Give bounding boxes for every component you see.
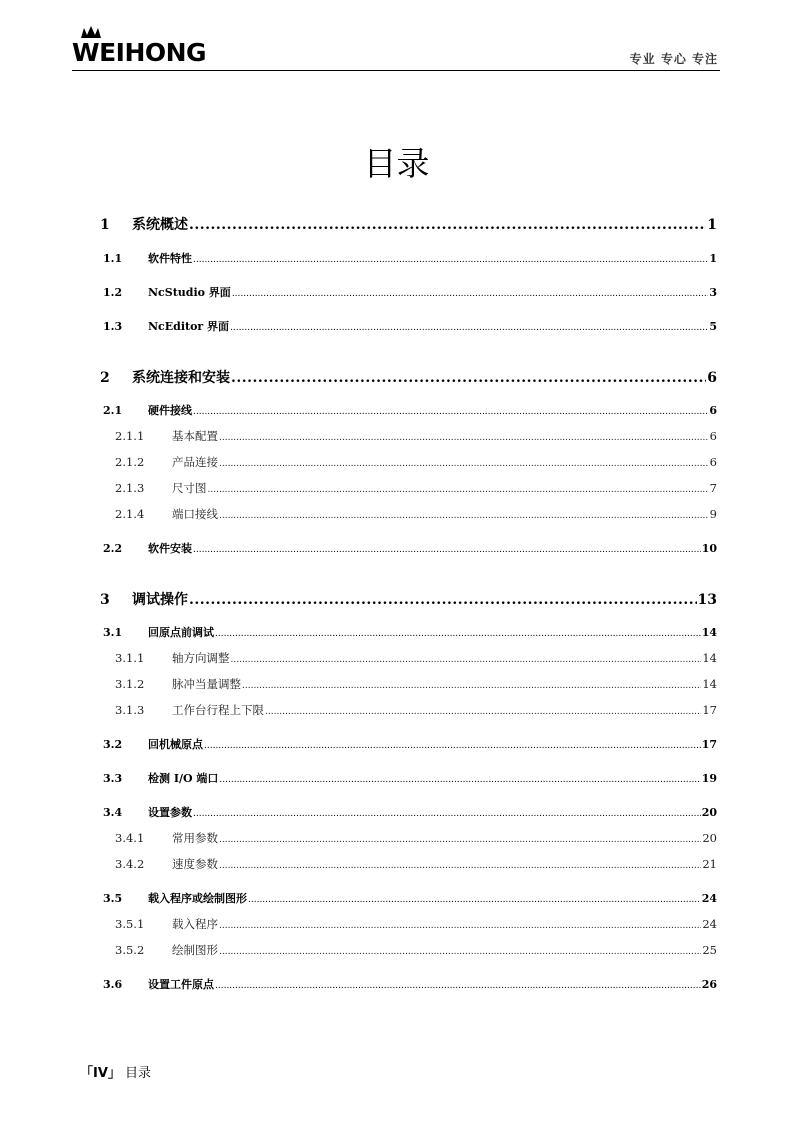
toc-entry-leader [231, 370, 706, 386]
toc-entry-page: 19 [701, 772, 717, 785]
toc-entry-leader [219, 459, 709, 469]
toc-entry-page: 17 [701, 738, 717, 751]
toc-entry-leader [248, 895, 701, 905]
toc-entry-number: 2.2 [103, 542, 123, 555]
toc-entry-title: 软件安装 [148, 542, 192, 555]
toc-entry-leader [219, 921, 701, 931]
toc-entry-page: 6 [709, 429, 717, 443]
toc-entry-title: 设置参数 [148, 806, 192, 819]
toc-entry-leader [193, 407, 708, 417]
toc-entry[interactable] [100, 428, 717, 444]
toc-entry[interactable] [100, 942, 717, 958]
page-title: 目录 [363, 144, 430, 183]
toc-entry[interactable] [100, 830, 717, 846]
footer-page-number: 「IV」 [80, 1066, 121, 1081]
page-footer [80, 1062, 151, 1081]
toc-entry-title: 速度参数 [172, 857, 218, 871]
toc-entry-title: 硬件接线 [148, 404, 192, 417]
toc-entry[interactable] [100, 250, 717, 266]
toc-entry-title: 脉冲当量调整 [172, 677, 241, 691]
toc-entry-page: 14 [702, 651, 717, 665]
toc-entry-title: 基本配置 [172, 429, 218, 443]
toc-entry-leader [242, 681, 701, 691]
toc-entry[interactable] [100, 506, 717, 522]
toc-entry-title: 绘制图形 [172, 943, 218, 957]
toc-entry-leader [231, 655, 702, 665]
toc-entry-title: 调试操作 [132, 592, 188, 608]
logo: WEIHONG [72, 38, 207, 67]
toc-entry-title: 软件特性 [148, 252, 192, 265]
toc-entry[interactable] [100, 589, 717, 609]
toc-entry[interactable] [100, 367, 717, 387]
toc-entry[interactable] [100, 540, 717, 556]
toc-entry-number: 3.5.2 [115, 943, 145, 957]
toc-entry-page: 1 [707, 217, 717, 233]
toc-entry[interactable] [100, 214, 717, 234]
toc-entry-leader [219, 511, 709, 521]
toc-entry[interactable] [100, 454, 717, 470]
toc-entry-number: 1.2 [103, 286, 123, 299]
toc-entry-title: 检测 I/O 端口 [148, 772, 219, 785]
toc-entry-title: NcEditor 界面 [148, 320, 230, 333]
toc-entry-title: 载入程序 [172, 917, 218, 931]
toc-entry-leader [193, 255, 708, 265]
toc-entry-number: 3.5 [103, 892, 123, 905]
toc-entry-page: 1 [709, 252, 717, 265]
toc-entry-leader [208, 485, 709, 495]
toc-entry-number: 3 [100, 592, 110, 608]
toc-entry-leader [232, 289, 709, 299]
toc-entry-page: 20 [701, 806, 717, 819]
toc-entry-title: 常用参数 [172, 831, 218, 845]
toc-entry[interactable] [100, 650, 717, 666]
toc-entry-title: 系统概述 [132, 217, 188, 233]
toc-entry-leader [193, 809, 701, 819]
toc-entry-number: 3.1 [103, 626, 123, 639]
toc-entry-leader [230, 323, 708, 333]
toc-entry-title: 产品连接 [172, 455, 218, 469]
toc-entry-leader [204, 741, 701, 751]
toc-entry-page: 13 [697, 592, 717, 608]
toc-entry-number: 3.6 [103, 978, 123, 991]
toc-entry-page: 17 [702, 703, 717, 717]
toc-entry-title: 尺寸图 [172, 481, 207, 495]
toc-entry-number: 3.4.1 [115, 831, 145, 845]
toc-entry-number: 3.2 [103, 738, 123, 751]
toc-entry-title: NcStudio 界面 [148, 286, 231, 299]
toc-entry-title: 设置工件原点 [148, 978, 214, 991]
toc-entry-number: 1 [100, 217, 110, 233]
toc-entry-page: 26 [701, 978, 717, 991]
toc-entry-number: 2.1 [103, 404, 123, 417]
toc-entry-leader [219, 861, 701, 871]
toc-entry-title: 载入程序或绘制图形 [148, 892, 247, 905]
toc-entry-leader [265, 707, 701, 717]
toc-entry-leader [215, 981, 701, 991]
toc-entry-page: 25 [702, 943, 717, 957]
toc-entry[interactable] [100, 702, 717, 718]
toc-entry-page: 14 [701, 626, 717, 639]
toc-entry-number: 2.1.3 [115, 481, 145, 495]
toc-entry-number: 3.1.2 [115, 677, 145, 691]
toc-entry-number: 3.1.1 [115, 651, 145, 665]
toc-entry[interactable] [100, 770, 717, 786]
toc-entry[interactable] [100, 480, 717, 496]
toc-entry-page: 21 [702, 857, 717, 871]
toc-entry-page: 10 [701, 542, 717, 555]
toc-entry-page: 3 [709, 286, 717, 299]
toc-entry-title: 系统连接和安装 [132, 370, 230, 386]
toc-entry[interactable] [100, 916, 717, 932]
toc-entry-leader [219, 775, 700, 785]
toc-entry-title: 工作台行程上下限 [172, 703, 264, 717]
toc-entry-leader [219, 433, 709, 443]
toc-entry-number: 1.1 [103, 252, 123, 265]
footer-section: 目录 [125, 1066, 152, 1081]
toc-entry-leader [219, 835, 701, 845]
toc-entry-page: 9 [709, 507, 717, 521]
toc-entry-number: 3.1.3 [115, 703, 145, 717]
toc-entry-number: 2 [100, 370, 110, 386]
toc-entry-number: 1.3 [103, 320, 123, 333]
toc-entry-number: 2.1.1 [115, 429, 145, 443]
toc-entry-page: 24 [701, 892, 717, 905]
toc-entry-title: 回机械原点 [148, 738, 203, 751]
toc-entry-number: 2.1.2 [115, 455, 145, 469]
toc-entry-page: 6 [707, 370, 717, 386]
toc-entry-leader [193, 545, 701, 555]
toc-entry[interactable] [100, 804, 717, 820]
toc-entry[interactable] [100, 318, 717, 334]
toc-entry-page: 6 [709, 404, 717, 417]
toc-entry-page: 5 [709, 320, 717, 333]
toc-entry-leader [189, 592, 697, 608]
toc-entry-number: 3.3 [103, 772, 123, 785]
logo-crown-icon [80, 26, 102, 38]
toc-entry[interactable] [100, 856, 717, 872]
toc-entry[interactable] [100, 402, 717, 418]
toc-entry-leader [219, 947, 701, 957]
toc-entry-page: 24 [702, 917, 717, 931]
toc-entry-leader [215, 629, 701, 639]
toc-entry-title: 轴方向调整 [172, 651, 230, 665]
toc-entry-number: 2.1.4 [115, 507, 145, 521]
toc-entry-leader [189, 217, 706, 233]
toc-entry[interactable] [100, 890, 717, 906]
toc-entry-number: 3.4 [103, 806, 123, 819]
toc-entry[interactable] [100, 736, 717, 752]
toc-entry[interactable] [100, 284, 717, 300]
toc-entry-number: 3.5.1 [115, 917, 145, 931]
toc-entry[interactable] [100, 976, 717, 992]
header-slogan: 专业 专心 专注 [629, 52, 718, 66]
page-header [72, 36, 720, 71]
toc-entry-page: 20 [702, 831, 717, 845]
toc-entry-page: 6 [709, 455, 717, 469]
toc-entry[interactable] [100, 676, 717, 692]
toc-entry-page: 7 [709, 481, 717, 495]
toc-entry-number: 3.4.2 [115, 857, 145, 871]
toc-entry-title: 端口接线 [172, 507, 218, 521]
toc-entry-page: 14 [702, 677, 717, 691]
toc-entry-title: 回原点前调试 [148, 626, 214, 639]
toc-entry[interactable] [100, 624, 717, 640]
